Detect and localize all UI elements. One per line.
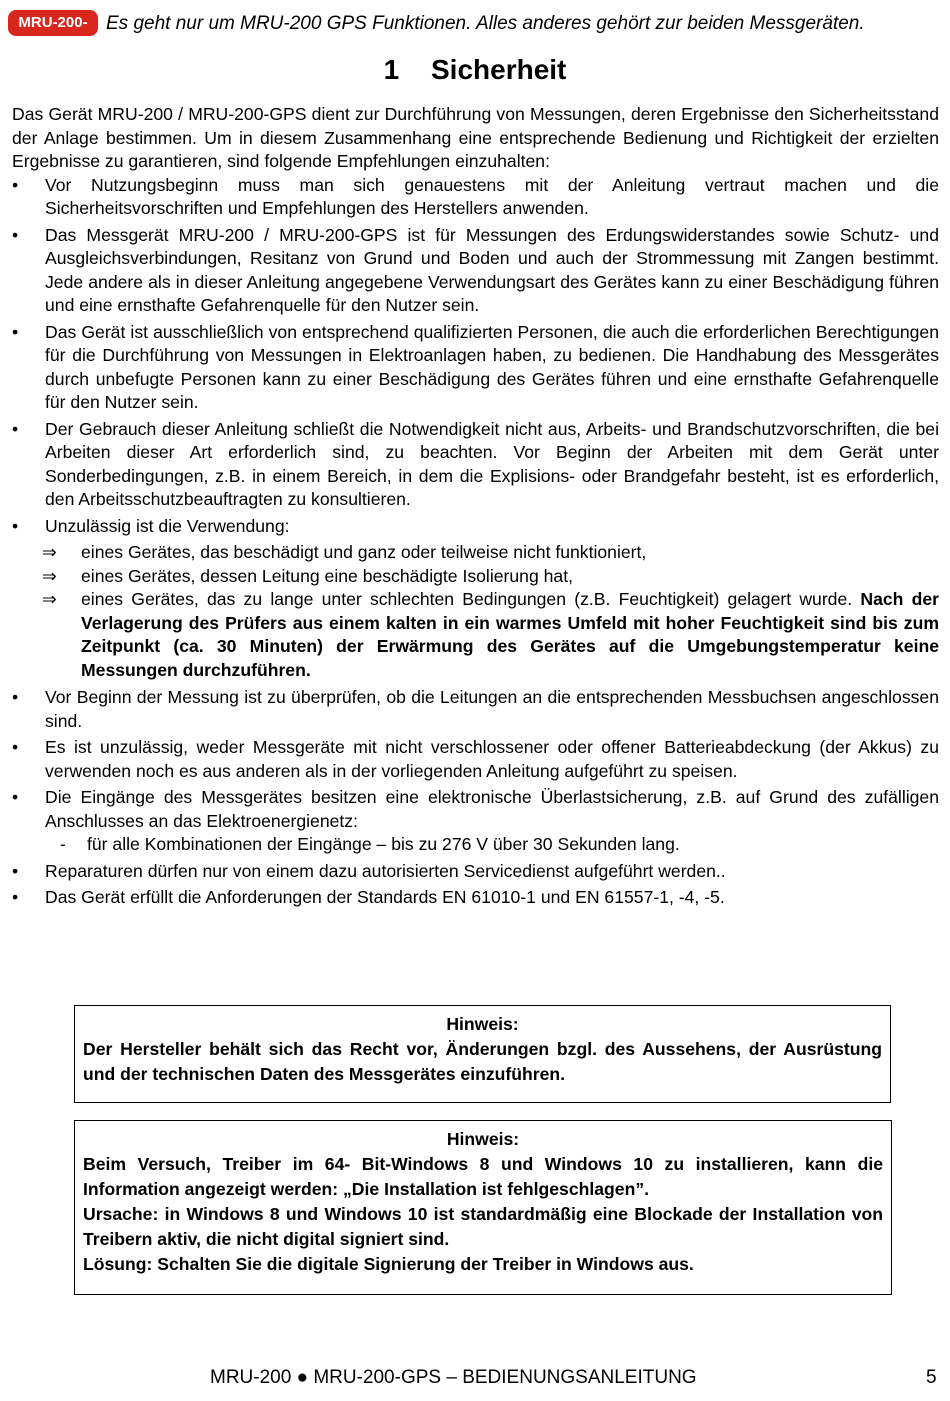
bullet-icon: •: [12, 687, 19, 707]
note-text-cause: Ursache: in Windows 8 und Windows 10 ist standardmäßig eine Blockade der Installation von Treibern aktiv, die nicht digital signiert sind.: [83, 1204, 883, 1249]
intro-paragraph: Das Gerät MRU-200 / MRU-200-GPS dient zur Durchführung von Messungen, deren Ergebnisse den Sicherheitsstand der Anlage bestimmen. Um in diesem Zusammenhang eine entsprechende Bedienung und Richtigkeit der erzielten Ergebnisse zu garantieren, sind folgende Empfehlungen einzuhalten:: [12, 104, 939, 171]
list-item-text: Unzulässig ist die Verwendung:: [45, 515, 290, 536]
note-title: Hinweis:: [446, 1014, 519, 1034]
list-item-text: Die Eingänge des Messgerätes besitzen eine elektronische Überlastsicherung, z.B. auf Grund des zufälligen Anschlusses an das Elektroenergienetz:: [45, 787, 939, 831]
bullet-icon: •: [12, 860, 19, 881]
bullet-icon: •: [12, 887, 19, 907]
safety-list-continued: [12, 686, 939, 833]
list-item-text: Vor Nutzungsbeginn muss man sich genauestens mit der Anleitung vertraut machen und die Sicherheitsvorschriften und Empfehlungen des Herstellers anwenden.: [45, 174, 939, 218]
list-item-text: Es ist unzulässig, weder Messgeräte mit nicht verschlossener oder offener Batterieabdeckung (der Akkus) zu verwenden noch es aus anderen als in der vorliegenden Anleitung aufgeführt zu speisen.: [45, 737, 939, 781]
bullet-icon: •: [12, 787, 19, 807]
bullet-icon: •: [12, 737, 19, 757]
note-box-manufacturer: [74, 1005, 891, 1103]
arrow-icon: ⇒: [42, 542, 57, 562]
section-title: Sicherheit: [430, 54, 567, 85]
note-text-solution: Lösung: Schalten Sie die digitale Signierung der Treiber in Windows aus.: [83, 1254, 694, 1274]
bold-warning-text: Nach der Verlagerung des Prüfers aus einem kalten in ein warmes Umfeld mit hoher Feuchtigkeit sind bis zum Zeitpunkt (ca. 30 Minuten) der Erwärmung des Gerätes auf die Umgebungstemperatur keine Messungen durchzuführen.: [81, 589, 939, 680]
page-header: [8, 8, 938, 57]
list-item-text: Das Messgerät MRU-200 / MRU-200-GPS ist für Messungen des Erdungswiderstandes sowie Schutz- und Ausgleichsverbindungen, Resitanz von Grund und Boden und auch der Strommessung mit Zangen bestimmt. Jede andere als in dieser Anleitung angegebene Verwendungsart des Gerätes kann zu einer Beschädigung führen und eine ernsthafte Gefahrenquelle für den Nutzer sein.: [45, 224, 939, 315]
list-item-text: Vor Beginn der Messung ist zu überprüfen, ob die Leitungen an die entsprechenden Messbuchsen angeschlossen sind.: [45, 687, 939, 731]
footer-title: MRU-200 ● MRU-200-GPS – BEDIENUNGSANLEITUNG: [210, 1367, 697, 1388]
list-item: [12, 736, 939, 783]
arrow-icon: ⇒: [42, 565, 57, 586]
note-title: Hinweis:: [446, 1129, 520, 1149]
safety-list: [12, 174, 939, 539]
main-content: [12, 103, 939, 913]
bullet-icon: •: [12, 515, 19, 536]
section-heading: [0, 54, 950, 86]
note-text: Der Hersteller behält sich das Recht vor, Änderungen bzgl. des Aussehens, der Ausrüstung und der technischen Daten des Messgerätes einzuführen.: [83, 1039, 882, 1084]
bullet-icon: •: [12, 224, 19, 245]
list-item: [12, 786, 939, 833]
list-item: [12, 418, 939, 512]
page-number: 5: [926, 1367, 937, 1388]
dash-icon: -: [60, 834, 66, 854]
list-item: [12, 860, 939, 884]
sublist-item-text: eines Gerätes, dessen Leitung eine beschädigte Isolierung hat,: [81, 565, 573, 586]
list-item: [12, 224, 939, 318]
list-item-text: Das Gerät erfüllt die Anforderungen der Standards EN 61010-1 und EN 61557-1, -4, -5.: [45, 887, 725, 907]
sublist-item: [12, 541, 939, 565]
bullet-icon: •: [12, 418, 19, 439]
sublist-item: [12, 565, 939, 589]
sublist-item: [12, 588, 939, 682]
sublist-item-text: eines Gerätes, das zu lange unter schlechten Bedingungen (z.B. Feuchtigkeit) gelagert wurde.: [81, 589, 853, 609]
list-item: [12, 515, 939, 539]
list-item: [12, 686, 939, 733]
list-item-text: Das Gerät ist ausschließlich von entsprechend qualifizierten Personen, die auch die erforderlichen Berechtigungen für die Durchführung von Messungen in Elektroanlagen haben, zu bedienen. Die Handhabung des Messgerätes durch unbefugte Personen kann zu einer Beschädigung des Gerätes führen und eine ernsthafte Gefahrenquelle für den Nutzer sein.: [45, 321, 939, 412]
list-item-text: Reparaturen dürfen nur von einem dazu autorisierten Servicedienst aufgeführt werden..: [45, 860, 726, 881]
section-number: 1: [383, 54, 400, 85]
dash-item-text: für alle Kombinationen der Eingänge – bis zu 276 V über 30 Sekunden lang.: [87, 834, 680, 854]
list-item: [12, 321, 939, 415]
header-tagline: Es geht nur um MRU-200 GPS Funktionen. Alles anderes gehört zur beiden Messgeräten.: [106, 13, 865, 34]
brand-logo: MRU-200-GPS: [8, 10, 98, 36]
bullet-icon: •: [12, 174, 19, 195]
note-text-attempt: Beim Versuch, Treiber im 64- Bit-Windows 8 und Windows 10 zu installieren, kann die Information angezeigt werden: „Die Installation ist fehlgeschlagen”.: [83, 1154, 883, 1199]
dash-item: [12, 833, 939, 857]
bullet-icon: •: [12, 321, 19, 342]
list-item-text: Der Gebrauch dieser Anleitung schließt die Notwendigkeit nicht aus, Arbeits- und Brandschutzvorschriften, die bei Arbeiten dieser Art erforderlich sind, zu beachten. Vor Beginn der Arbeiten mit dem Gerät unter Sonderbedingungen, z.B. in einem Bereich, in dem die Explisions- oder Brandgefahr besteht, ist es erforderlich, den Arbeitsschutzbeauftragten zu konsultieren.: [45, 418, 939, 509]
sublist: [12, 541, 939, 682]
sublist-item-text: eines Gerätes, das beschädigt und ganz oder teilweise nicht funktioniert,: [81, 542, 647, 562]
list-item: [12, 886, 939, 910]
arrow-icon: ⇒: [42, 589, 57, 609]
list-item: [12, 174, 939, 221]
safety-list-end: [12, 860, 939, 910]
note-box-driver: [74, 1120, 892, 1295]
